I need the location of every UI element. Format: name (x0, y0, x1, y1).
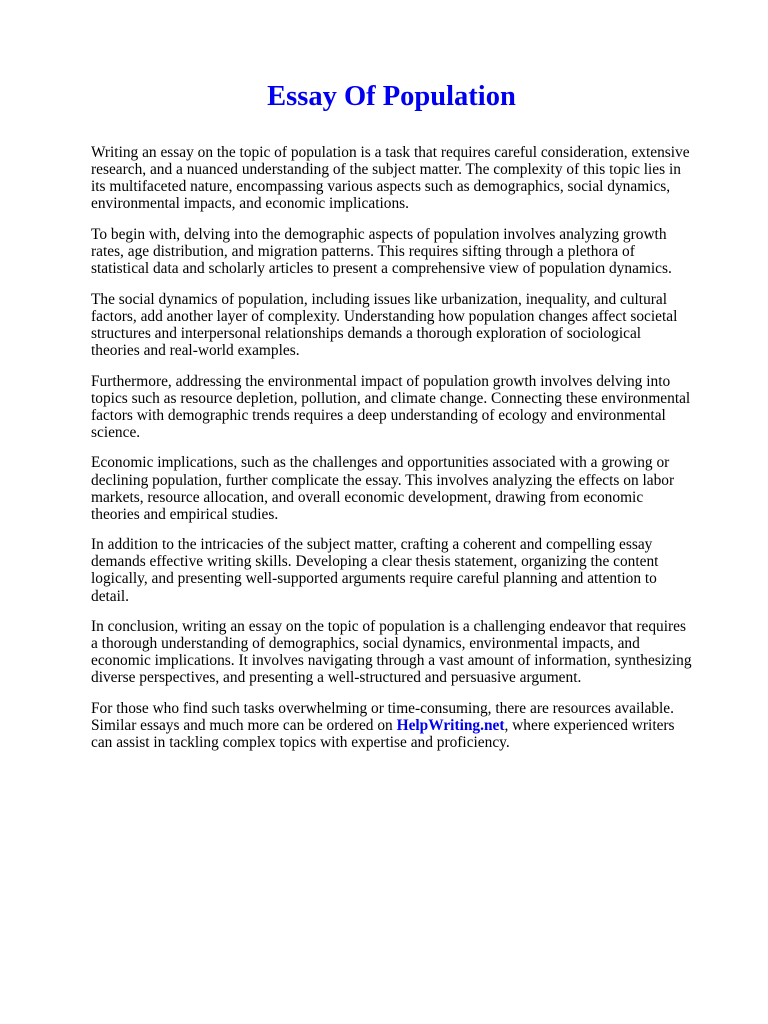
paragraph-social-dynamics: The social dynamics of population, including issues like urbanization, inequality, and cultural factors, add another layer of complexity. Understanding how population changes affect societal structures and interpersonal relationships demands a thorough exploration of sociological theories and real-world examples. (91, 290, 678, 359)
helpwriting-link[interactable]: HelpWriting.net (396, 717, 505, 735)
paragraph-demographics: To begin with, delving into the demographic aspects of population involves analyzing growth rates, age distribution, and migration patterns. This requires sifting through a plethora of statistical data and scholarly articles to present a comprehensive view of population dynamics. (91, 225, 672, 278)
paragraph-closing (91, 700, 692, 751)
closing-text-after-link: , where experienced writers can assist in tackling complex topics with expertise and proficiency. (91, 717, 675, 752)
paragraph-environment: Furthermore, addressing the environmental impact of population growth involves delving into topics such as resource depletion, pollution, and climate change. Connecting these environmental factors with demographic trends requires a deep understanding of ecology and environmental science. (91, 372, 691, 441)
paragraph-conclusion: In conclusion, writing an essay on the topic of population is a challenging endeavor that requires a thorough understanding of demographics, social dynamics, environmental impacts, and economic implications. It involves navigating through a vast amount of information, synthesizing diverse perspectives, and presenting a well-structured and persuasive argument. (91, 618, 692, 687)
paragraph-writing-skills: In addition to the intricacies of the subject matter, crafting a coherent and compelling essay demands effective writing skills. Developing a clear thesis statement, organizing the content logically, and presenting well-supported arguments require careful planning and attention to detail. (91, 536, 659, 605)
paragraph-economics: Economic implications, such as the challenges and opportunities associated with a growing or declining population, further complicate the essay. This involves analyzing the effects on labor markets, resource allocation, and overall economic development, drawing from economic theories and empirical studies. (91, 454, 675, 523)
paragraph-intro: Writing an essay on the topic of population is a task that requires careful consideration, extensive research, and a nuanced understanding of the subject matter. The complexity of this topic lies in its multifaceted nature, encompassing various aspects such as demographics, social dynamics, environmental impacts, and economic implications. (91, 144, 690, 213)
page-title: Essay Of Population (267, 81, 516, 112)
closing-text-before-link: For those who find such tasks overwhelming or time-consuming, there are resources available. Similar essays and much more can be ordered on (91, 700, 674, 735)
